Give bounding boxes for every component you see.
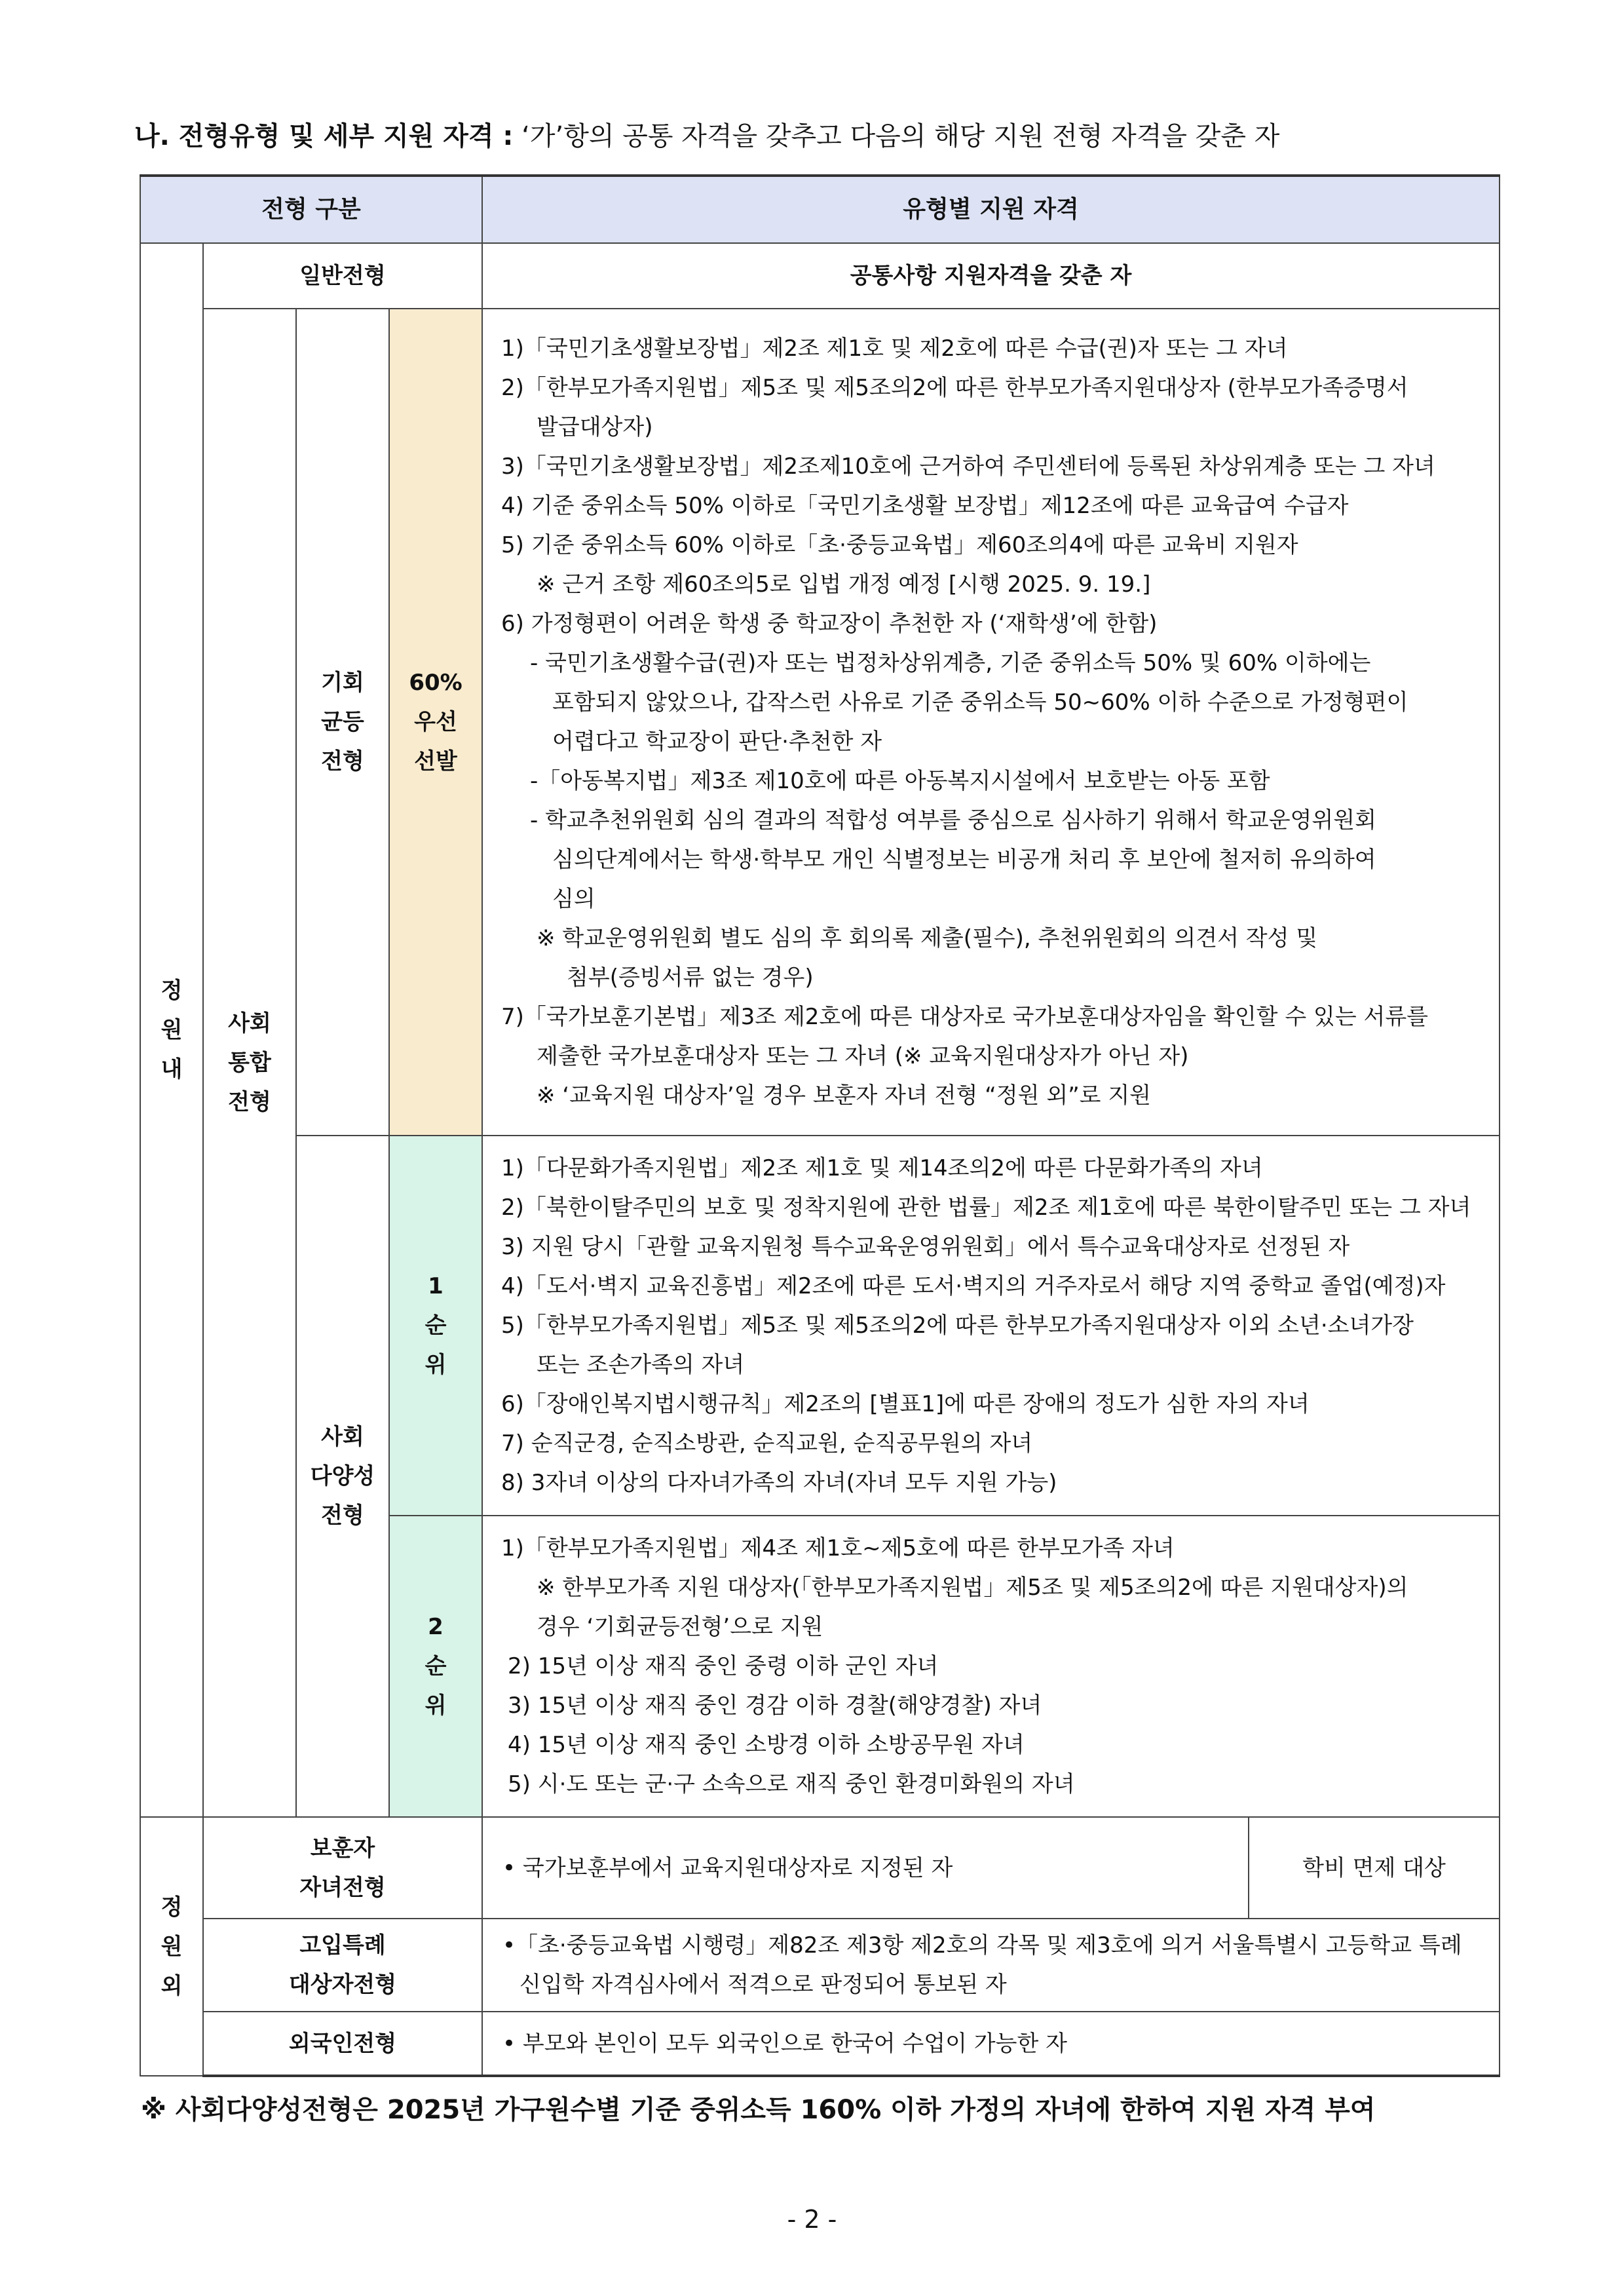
rank2-label: 2 순 위 (389, 1516, 482, 1817)
eligibility-table (140, 174, 1500, 2077)
header-qualification: 유형별 지원 자격 (482, 176, 1500, 243)
social-diversity-label: 사회 다양성 전형 (296, 1136, 389, 1817)
foreigner-label: 외국인전형 (203, 2012, 482, 2076)
list-item: 2)「한부모가족지원법」제5조 및 제5조의2에 따른 한부모가족지원대상자 (한부모가족증명서 (501, 375, 1408, 401)
rank1-list (482, 1136, 1500, 1516)
equal-opportunity-list (482, 309, 1500, 1136)
list-item: 1)「다문화가족지원법」제2조 제1호 및 제14조의2에 따른 다문화가족의 자녀 (501, 1155, 1263, 1181)
list-item: ※ 학교운영위원회 별도 심의 후 회의록 제출(필수), 추천위원회의 의견서 작성 및 (537, 925, 1318, 951)
list-item: 3) 15년 이상 재직 중인 경감 이하 경찰(해양경찰) 자녀 (508, 1693, 1042, 1719)
header-category: 전형 구분 (140, 176, 482, 243)
list-item: 5)「한부모가족지원법」제5조 및 제5조의2에 따른 한부모가족지원대상자 이외 소년·소녀가장 (501, 1312, 1414, 1339)
list-item: 2)「북한이탈주민의 보호 및 정착지원에 관한 법률」제2조 제1호에 따른 북한이탈주민 또는 그 자녀 (501, 1195, 1471, 1221)
special-admission-desc (482, 1919, 1500, 2012)
list-item: 신입학 자격심사에서 적격으로 판정되어 통보된 자 (519, 1972, 1007, 1998)
list-item: 6) 가정형편이 어려운 학생 중 학교장이 추천한 자 (‘재학생’에 한함) (501, 611, 1158, 637)
list-item: -「아동복지법」제3조 제10호에 따른 아동복지시설에서 보호받는 아동 포함 (530, 768, 1270, 794)
list-item: 또는 조손가족의 자녀 (537, 1352, 745, 1378)
list-item: 1)「국민기초생활보장법」제2조 제1호 및 제2호에 따른 수급(권)자 또는 그 자녀 (501, 335, 1288, 362)
list-item: 어렵다고 학교장이 판단·추천한 자 (552, 729, 882, 755)
jeongwon-oe-label: 정 원 외 (140, 1817, 203, 2076)
jeongwon-nae-label: 정 원 내 (140, 243, 203, 1817)
page-number: - 2 - (787, 2205, 837, 2234)
list-item: - 국민기초생활수급(권)자 또는 법정차상위계층, 기준 중위소득 50% 및 60% 이하에는 (530, 650, 1371, 676)
list-item: 심의 (552, 886, 595, 912)
list-item: ※ ‘교육지원 대상자’일 경우 보훈자 자녀 전형 “정원 외”로 지원 (537, 1082, 1152, 1109)
list-item: 1)「한부모가족지원법」제4조 제1호~제5호에 따른 한부모가족 자녀 (501, 1535, 1175, 1561)
list-item: 5) 기준 중위소득 60% 이하로「초·중등교육법」제60조의4에 따른 교육비 지원자 (501, 532, 1298, 558)
general-desc: 공통사항 지원자격을 갖춘 자 (482, 243, 1500, 309)
list-item: 제출한 국가보훈대상자 또는 그 자녀 (※ 교육지원대상자가 아닌 자) (537, 1043, 1189, 1069)
section-heading-rest: ‘가’항의 공통 자격을 갖추고 다음의 해당 지원 전형 자격을 갖춘 자 (513, 121, 1280, 151)
list-item: 7)「국가보훈기본법」제3조 제2호에 따른 대상자로 국가보훈대상자임을 확인할 수 있는 서류를 (501, 1004, 1429, 1030)
list-item: 8) 3자녀 이상의 다자녀가족의 자녀(자녀 모두 지원 가능) (501, 1470, 1057, 1496)
list-item: 3)「국민기초생활보장법」제2조제10호에 근거하여 주민센터에 등록된 차상위계층 또는 그 자녀 (501, 453, 1435, 480)
equal-opportunity-label: 기회 균등 전형 (296, 309, 389, 1136)
section-heading-bold: 나. 전형유형 및 세부 지원 자격 : (134, 121, 514, 151)
rank2-list (482, 1516, 1500, 1817)
list-item: •「초·중등교육법 시행령」제82조 제3항 제2호의 각목 및 제3호에 의거 서울특별시 고등학교 특례 (502, 1932, 1462, 1959)
list-item: 2) 15년 이상 재직 중인 중령 이하 군인 자녀 (508, 1653, 939, 1679)
list-item: 4)「도서·벽지 교육진흥법」제2조에 따른 도서·벽지의 거주자로서 해당 지역 중학교 졸업(예정)자 (501, 1273, 1446, 1299)
footnote: ※ 사회다양성전형은 2025년 가구원수별 기준 중위소득 160% 이하 가정의 자녀에 한하여 지원 자격 부여 (141, 2095, 1376, 2125)
list-item: 4) 기준 중위소득 50% 이하로「국민기초생활 보장법」제12조에 따른 교육급여 수급자 (501, 493, 1349, 519)
social-integration-label: 사회 통합 전형 (203, 309, 296, 1817)
list-item: 5) 시·도 또는 군·구 소속으로 재직 중인 환경미화원의 자녀 (508, 1771, 1075, 1797)
list-item: 4) 15년 이상 재직 중인 소방경 이하 소방공무원 자녀 (508, 1732, 1025, 1758)
list-item: 첨부(증빙서류 없는 경우) (567, 965, 814, 991)
foreigner-desc: • 부모와 본인이 모두 외국인으로 한국어 수업이 가능한 자 (482, 2012, 1500, 2076)
veterans-note: 학비 면제 대상 (1249, 1817, 1500, 1919)
list-item: 6)「장애인복지법시행규칙」제2조의 [별표1]에 따른 장애의 정도가 심한 자의 자녀 (501, 1391, 1310, 1417)
list-item: 발급대상자) (537, 414, 653, 440)
list-item: 7) 순직군경, 순직소방관, 순직교원, 순직공무원의 자녀 (501, 1430, 1033, 1457)
list-item: 심의단계에서는 학생·학부모 개인 식별정보는 비공개 처리 후 보안에 철저히 유의하여 (552, 847, 1376, 873)
section-heading (134, 117, 1497, 156)
list-item: 경우 ‘기회균등전형’으로 지원 (537, 1614, 823, 1640)
list-item: ※ 근거 조항 제60조의5로 입법 개정 예정 [시행 2025. 9. 19.] (537, 571, 1151, 598)
priority-60-label: 60% 우선 선발 (389, 309, 482, 1136)
rank1-label: 1 순 위 (389, 1136, 482, 1516)
veterans-desc: • 국가보훈부에서 교육지원대상자로 지정된 자 (482, 1817, 1249, 1919)
general-label: 일반전형 (203, 243, 482, 309)
list-item: ※ 한부모가족 지원 대상자(「한부모가족지원법」제5조 및 제5조의2에 따른 지원대상자)의 (537, 1575, 1408, 1601)
veterans-label: 보훈자 자녀전형 (203, 1817, 482, 1919)
special-admission-label: 고입특례 대상자전형 (203, 1919, 482, 2012)
list-item: 포함되지 않았으나, 갑작스런 사유로 기준 중위소득 50~60% 이하 수준으로 가정형편이 (552, 689, 1408, 716)
list-item: 3) 지원 당시「관할 교육지원청 특수교육운영위원회」에서 특수교육대상자로 선정된 자 (501, 1234, 1350, 1260)
list-item: - 학교추천위원회 심의 결과의 적합성 여부를 중심으로 심사하기 위해서 학교운영위원회 (530, 807, 1376, 833)
